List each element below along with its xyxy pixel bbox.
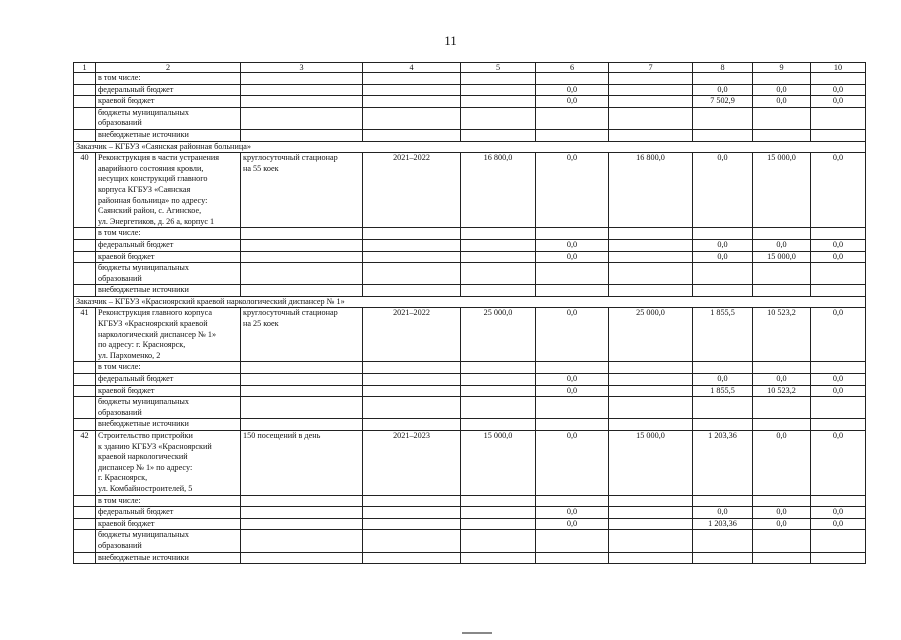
- value-cell: [811, 530, 866, 552]
- project-value: 0,0: [811, 153, 866, 228]
- value-cell: [609, 251, 693, 263]
- value-cell: [461, 84, 536, 96]
- label-cell: бюджеты муниципальных образований: [96, 530, 241, 552]
- value-cell: 15 000,0: [753, 251, 811, 263]
- value-cell: [241, 530, 363, 552]
- value-cell: [363, 385, 461, 397]
- num-cell: [74, 107, 96, 129]
- header-cell: 4: [363, 63, 461, 73]
- value-cell: [693, 495, 753, 507]
- subrow-incl: [74, 73, 866, 85]
- value-cell: [753, 397, 811, 419]
- page-bottom-mark: [462, 632, 492, 634]
- project-name: Реконструкция главного корпуса КГБУЗ «Красноярский краевой наркологический диспансер № 1» по адресу: г. Красноярск, ул. Пархоменко, 2: [96, 308, 241, 362]
- value-cell: 0,0: [753, 507, 811, 519]
- value-cell: [241, 251, 363, 263]
- value-cell: 0,0: [693, 251, 753, 263]
- value-cell: [241, 397, 363, 419]
- value-cell: [536, 530, 609, 552]
- value-cell: [461, 507, 536, 519]
- value-cell: [609, 419, 693, 431]
- value-cell: [461, 362, 536, 374]
- value-cell: [693, 285, 753, 297]
- label-cell: в том числе:: [96, 495, 241, 507]
- value-cell: [693, 419, 753, 431]
- subrow-extrabudget: [74, 285, 866, 297]
- project-number: 42: [74, 431, 96, 496]
- project-value: 1 203,36: [693, 431, 753, 496]
- value-cell: 0,0: [536, 385, 609, 397]
- value-cell: [461, 419, 536, 431]
- project-value: 16 800,0: [461, 153, 536, 228]
- label-cell: внебюджетные источники: [96, 129, 241, 141]
- value-cell: [753, 285, 811, 297]
- customer-row: [74, 296, 866, 308]
- value-cell: [811, 419, 866, 431]
- subrow-federal: [74, 374, 866, 386]
- subrow-extrabudget: [74, 129, 866, 141]
- value-cell: [461, 495, 536, 507]
- value-cell: [536, 552, 609, 564]
- subrow-incl: [74, 362, 866, 374]
- value-cell: [363, 228, 461, 240]
- project-value: 0,0: [536, 153, 609, 228]
- value-cell: [461, 552, 536, 564]
- value-cell: 1 855,5: [693, 385, 753, 397]
- value-cell: [363, 96, 461, 108]
- value-cell: [811, 129, 866, 141]
- num-cell: [74, 285, 96, 297]
- value-cell: 0,0: [693, 507, 753, 519]
- value-cell: [753, 73, 811, 85]
- project-value: 1 855,5: [693, 308, 753, 362]
- header-cell: 7: [609, 63, 693, 73]
- value-cell: [609, 507, 693, 519]
- value-cell: [811, 285, 866, 297]
- value-cell: [753, 107, 811, 129]
- value-cell: [536, 263, 609, 285]
- num-cell: [74, 419, 96, 431]
- value-cell: [753, 552, 811, 564]
- value-cell: [241, 419, 363, 431]
- subrow-regional: [74, 385, 866, 397]
- project-value: 15 000,0: [461, 431, 536, 496]
- num-cell: [74, 530, 96, 552]
- project-value: 10 523,2: [753, 308, 811, 362]
- value-cell: 7 502,9: [693, 96, 753, 108]
- value-cell: [241, 385, 363, 397]
- value-cell: [609, 107, 693, 129]
- value-cell: 10 523,2: [753, 385, 811, 397]
- value-cell: [609, 385, 693, 397]
- label-cell: федеральный бюджет: [96, 84, 241, 96]
- value-cell: [363, 419, 461, 431]
- subrow-incl: [74, 495, 866, 507]
- value-cell: [753, 495, 811, 507]
- num-cell: [74, 385, 96, 397]
- customer-label: Заказчик – КГБУЗ «Саянская районная больница»: [74, 141, 866, 153]
- value-cell: [609, 495, 693, 507]
- value-cell: [536, 285, 609, 297]
- label-cell: в том числе:: [96, 362, 241, 374]
- value-cell: [461, 107, 536, 129]
- value-cell: [241, 285, 363, 297]
- value-cell: [811, 362, 866, 374]
- value-cell: 0,0: [693, 239, 753, 251]
- value-cell: 0,0: [693, 84, 753, 96]
- project-value: 0,0: [811, 431, 866, 496]
- value-cell: [363, 518, 461, 530]
- value-cell: [461, 530, 536, 552]
- value-cell: [609, 129, 693, 141]
- value-cell: 0,0: [811, 251, 866, 263]
- header-cell: 9: [753, 63, 811, 73]
- value-cell: 0,0: [811, 385, 866, 397]
- value-cell: [241, 96, 363, 108]
- value-cell: [693, 552, 753, 564]
- num-cell: [74, 263, 96, 285]
- label-cell: внебюджетные источники: [96, 419, 241, 431]
- value-cell: [461, 73, 536, 85]
- value-cell: [363, 374, 461, 386]
- project-value: 0,0: [811, 308, 866, 362]
- value-cell: [363, 263, 461, 285]
- num-cell: [74, 239, 96, 251]
- value-cell: [363, 530, 461, 552]
- value-cell: [536, 73, 609, 85]
- header-cell: 1: [74, 63, 96, 73]
- value-cell: [609, 530, 693, 552]
- value-cell: [241, 239, 363, 251]
- value-cell: [461, 96, 536, 108]
- value-cell: [241, 73, 363, 85]
- label-cell: внебюджетные источники: [96, 552, 241, 564]
- label-cell: краевой бюджет: [96, 251, 241, 263]
- value-cell: [536, 495, 609, 507]
- value-cell: [461, 374, 536, 386]
- subrow-incl: [74, 228, 866, 240]
- value-cell: [609, 239, 693, 251]
- value-cell: [609, 84, 693, 96]
- value-cell: [536, 419, 609, 431]
- value-cell: 0,0: [811, 84, 866, 96]
- value-cell: 0,0: [753, 96, 811, 108]
- value-cell: [461, 285, 536, 297]
- project-value: 25 000,0: [461, 308, 536, 362]
- header-row: [74, 63, 866, 73]
- value-cell: [693, 107, 753, 129]
- value-cell: [693, 129, 753, 141]
- value-cell: [461, 239, 536, 251]
- header-cell: 2: [96, 63, 241, 73]
- num-cell: [74, 251, 96, 263]
- value-cell: [811, 552, 866, 564]
- value-cell: [363, 129, 461, 141]
- project-row: [74, 153, 866, 228]
- value-cell: [461, 263, 536, 285]
- value-cell: [363, 507, 461, 519]
- value-cell: 0,0: [693, 374, 753, 386]
- value-cell: [241, 507, 363, 519]
- label-cell: федеральный бюджет: [96, 239, 241, 251]
- value-cell: [811, 228, 866, 240]
- project-value: 15 000,0: [609, 431, 693, 496]
- subrow-federal: [74, 239, 866, 251]
- num-cell: [74, 507, 96, 519]
- value-cell: [811, 263, 866, 285]
- label-cell: в том числе:: [96, 228, 241, 240]
- num-cell: [74, 84, 96, 96]
- project-capacity: круглосуточный стационар на 55 коек: [241, 153, 363, 228]
- value-cell: [241, 228, 363, 240]
- value-cell: [811, 397, 866, 419]
- value-cell: [693, 263, 753, 285]
- project-value: 0,0: [753, 431, 811, 496]
- value-cell: 0,0: [753, 239, 811, 251]
- value-cell: [609, 96, 693, 108]
- value-cell: [241, 362, 363, 374]
- label-cell: внебюджетные источники: [96, 285, 241, 297]
- value-cell: [609, 263, 693, 285]
- value-cell: [363, 107, 461, 129]
- value-cell: [461, 251, 536, 263]
- value-cell: [241, 374, 363, 386]
- value-cell: [811, 73, 866, 85]
- value-cell: [693, 362, 753, 374]
- num-cell: [74, 73, 96, 85]
- page-number: 11: [444, 33, 457, 48]
- value-cell: 0,0: [811, 96, 866, 108]
- project-value: 16 800,0: [609, 153, 693, 228]
- value-cell: [241, 495, 363, 507]
- header-cell: 8: [693, 63, 753, 73]
- value-cell: [609, 374, 693, 386]
- value-cell: [693, 73, 753, 85]
- project-row: [74, 431, 866, 496]
- value-cell: 0,0: [536, 507, 609, 519]
- project-number: 40: [74, 153, 96, 228]
- value-cell: [609, 285, 693, 297]
- value-cell: [609, 552, 693, 564]
- value-cell: [536, 107, 609, 129]
- value-cell: [363, 239, 461, 251]
- label-cell: бюджеты муниципальных образований: [96, 263, 241, 285]
- num-cell: [74, 129, 96, 141]
- customer-row: [74, 141, 866, 153]
- value-cell: [241, 552, 363, 564]
- value-cell: [693, 397, 753, 419]
- value-cell: [363, 251, 461, 263]
- subrow-regional: [74, 518, 866, 530]
- value-cell: [693, 530, 753, 552]
- subrow-municipal: [74, 530, 866, 552]
- value-cell: [536, 397, 609, 419]
- value-cell: [363, 84, 461, 96]
- value-cell: [363, 73, 461, 85]
- value-cell: 0,0: [811, 518, 866, 530]
- value-cell: [609, 228, 693, 240]
- project-value: 15 000,0: [753, 153, 811, 228]
- label-cell: федеральный бюджет: [96, 374, 241, 386]
- label-cell: бюджеты муниципальных образований: [96, 107, 241, 129]
- value-cell: [241, 84, 363, 96]
- num-cell: [74, 397, 96, 419]
- value-cell: [753, 263, 811, 285]
- value-cell: [461, 518, 536, 530]
- value-cell: [241, 107, 363, 129]
- value-cell: 0,0: [536, 84, 609, 96]
- value-cell: [753, 129, 811, 141]
- value-cell: [609, 397, 693, 419]
- label-cell: краевой бюджет: [96, 385, 241, 397]
- value-cell: [609, 518, 693, 530]
- project-row: [74, 308, 866, 362]
- header-cell: 10: [811, 63, 866, 73]
- value-cell: [363, 495, 461, 507]
- subrow-regional: [74, 251, 866, 263]
- project-capacity: 150 посещений в день: [241, 431, 363, 496]
- value-cell: 0,0: [753, 374, 811, 386]
- value-cell: [693, 228, 753, 240]
- label-cell: бюджеты муниципальных образований: [96, 397, 241, 419]
- value-cell: 0,0: [811, 374, 866, 386]
- value-cell: [753, 228, 811, 240]
- value-cell: [461, 228, 536, 240]
- value-cell: 0,0: [811, 507, 866, 519]
- value-cell: 0,0: [536, 96, 609, 108]
- value-cell: [461, 385, 536, 397]
- project-value: 0,0: [536, 308, 609, 362]
- value-cell: 0,0: [536, 374, 609, 386]
- num-cell: [74, 228, 96, 240]
- value-cell: 0,0: [536, 518, 609, 530]
- header-cell: 6: [536, 63, 609, 73]
- value-cell: 1 203,36: [693, 518, 753, 530]
- subrow-regional: [74, 96, 866, 108]
- value-cell: [609, 362, 693, 374]
- value-cell: [461, 129, 536, 141]
- value-cell: [241, 263, 363, 285]
- project-value: 0,0: [693, 153, 753, 228]
- num-cell: [74, 552, 96, 564]
- subrow-federal: [74, 507, 866, 519]
- value-cell: [753, 419, 811, 431]
- subrow-municipal: [74, 107, 866, 129]
- label-cell: федеральный бюджет: [96, 507, 241, 519]
- value-cell: [811, 495, 866, 507]
- project-capacity: круглосуточный стационар на 25 коек: [241, 308, 363, 362]
- subrow-extrabudget: [74, 552, 866, 564]
- project-period: 2021–2022: [363, 308, 461, 362]
- project-name: Строительство пристройки к зданию КГБУЗ «Красноярский краевой наркологический диспансер № 1» по адресу: г. Красноярск, ул. Комбайностроителей, 5: [96, 431, 241, 496]
- value-cell: 0,0: [753, 518, 811, 530]
- value-cell: [609, 73, 693, 85]
- subrow-federal: [74, 84, 866, 96]
- value-cell: 0,0: [753, 84, 811, 96]
- value-cell: 0,0: [811, 239, 866, 251]
- value-cell: [363, 552, 461, 564]
- investment-table: [73, 62, 866, 564]
- value-cell: [753, 530, 811, 552]
- project-period: 2021–2022: [363, 153, 461, 228]
- num-cell: [74, 96, 96, 108]
- label-cell: краевой бюджет: [96, 518, 241, 530]
- value-cell: [753, 362, 811, 374]
- value-cell: [363, 362, 461, 374]
- value-cell: 0,0: [536, 239, 609, 251]
- value-cell: [536, 228, 609, 240]
- header-cell: 5: [461, 63, 536, 73]
- value-cell: 0,0: [536, 251, 609, 263]
- label-cell: в том числе:: [96, 73, 241, 85]
- value-cell: [241, 518, 363, 530]
- value-cell: [536, 362, 609, 374]
- num-cell: [74, 495, 96, 507]
- project-period: 2021–2023: [363, 431, 461, 496]
- label-cell: краевой бюджет: [96, 96, 241, 108]
- project-number: 41: [74, 308, 96, 362]
- num-cell: [74, 374, 96, 386]
- project-value: 0,0: [536, 431, 609, 496]
- value-cell: [811, 107, 866, 129]
- value-cell: [241, 129, 363, 141]
- value-cell: [363, 285, 461, 297]
- num-cell: [74, 362, 96, 374]
- subrow-municipal: [74, 397, 866, 419]
- value-cell: [536, 129, 609, 141]
- value-cell: [363, 397, 461, 419]
- header-cell: 3: [241, 63, 363, 73]
- value-cell: [461, 397, 536, 419]
- customer-label: Заказчик – КГБУЗ «Красноярский краевой наркологический диспансер № 1»: [74, 296, 866, 308]
- project-name: Реконструкция в части устранения аварийного состояния кровли, несущих конструкций главного корпуса КГБУЗ «Саянская районная больница» по адресу: Саянский район, с. Агинское, ул. Энергетиков, д. 26 а, корпус 1: [96, 153, 241, 228]
- project-value: 25 000,0: [609, 308, 693, 362]
- subrow-municipal: [74, 263, 866, 285]
- num-cell: [74, 518, 96, 530]
- subrow-extrabudget: [74, 419, 866, 431]
